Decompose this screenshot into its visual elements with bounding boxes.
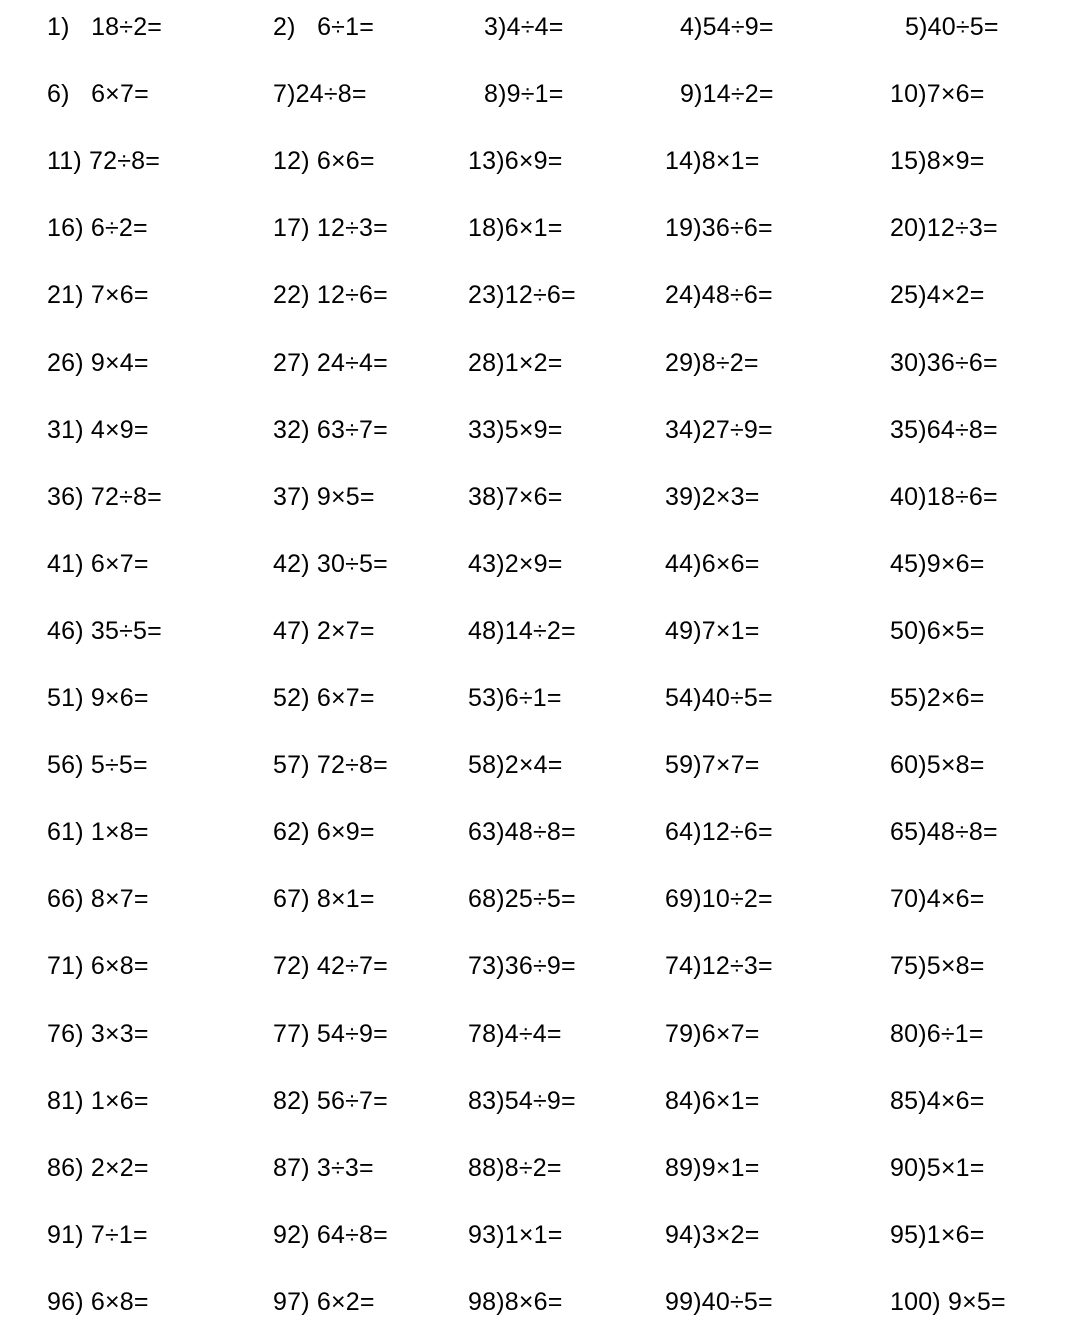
- arithmetic-problem: 82) 56÷7=: [273, 1086, 388, 1115]
- arithmetic-problem: 88)8÷2=: [468, 1153, 562, 1182]
- arithmetic-problem: 13)6×9=: [468, 147, 563, 176]
- arithmetic-problem: 72) 42÷7=: [273, 952, 388, 981]
- arithmetic-problem: 29)8÷2=: [665, 348, 759, 377]
- arithmetic-problem: 70)4×6=: [890, 885, 985, 914]
- arithmetic-problem: 14)8×1=: [665, 147, 760, 176]
- arithmetic-problem: 52) 6×7=: [273, 684, 375, 712]
- problem-row: [0, 544, 1070, 584]
- arithmetic-problem: 21) 7×6=: [47, 281, 149, 310]
- arithmetic-problem: 23)12÷6=: [468, 281, 576, 310]
- arithmetic-problem: 27) 24÷4=: [273, 348, 388, 377]
- arithmetic-problem: 45)9×6=: [890, 549, 985, 578]
- problem-row: [0, 141, 1070, 181]
- problem-row: [0, 74, 1070, 114]
- arithmetic-problem: 3)4÷4=: [484, 13, 564, 41]
- arithmetic-problem: 50)6×5=: [890, 616, 985, 645]
- arithmetic-problem: 42) 30÷5=: [273, 549, 388, 578]
- arithmetic-problem: 63)48÷8=: [468, 818, 576, 847]
- arithmetic-problem: 100) 9×5=: [890, 1287, 1006, 1316]
- problem-row: [0, 879, 1070, 919]
- problem-row: [0, 946, 1070, 986]
- arithmetic-problem: 46) 35÷5=: [47, 616, 162, 645]
- arithmetic-problem: 22) 12÷6=: [273, 281, 388, 310]
- problem-row: [0, 1081, 1070, 1121]
- arithmetic-problem: 65)48÷8=: [890, 818, 998, 847]
- arithmetic-problem: 81) 1×6=: [47, 1086, 149, 1115]
- arithmetic-problem: 71) 6×8=: [47, 952, 149, 981]
- problem-row: [0, 678, 1070, 718]
- problem-row: [0, 275, 1070, 315]
- arithmetic-problem: 83)54÷9=: [468, 1086, 576, 1115]
- problem-row: [0, 1282, 1070, 1322]
- arithmetic-problem: 49)7×1=: [665, 616, 760, 645]
- arithmetic-problem: 36) 72÷8=: [47, 482, 162, 511]
- arithmetic-problem: 9)14÷2=: [680, 80, 774, 109]
- arithmetic-problem: 93)1×1=: [468, 1220, 563, 1249]
- arithmetic-problem: 62) 6×9=: [273, 818, 375, 847]
- arithmetic-problem: 10)7×6=: [890, 80, 985, 109]
- arithmetic-problem: 7)24÷8=: [273, 80, 367, 109]
- arithmetic-problem: 5)40÷5=: [905, 13, 999, 41]
- arithmetic-problem: 66) 8×7=: [47, 885, 149, 914]
- problem-row: [0, 343, 1070, 383]
- problem-row: [0, 812, 1070, 852]
- arithmetic-problem: 56) 5÷5=: [47, 751, 148, 780]
- arithmetic-problem: 35)64÷8=: [890, 415, 998, 444]
- arithmetic-problem: 57) 72÷8=: [273, 751, 388, 780]
- arithmetic-problem: 94)3×2=: [665, 1220, 760, 1249]
- arithmetic-problem: 2) 6÷1=: [273, 13, 374, 41]
- arithmetic-problem: 89)9×1=: [665, 1153, 760, 1182]
- problem-row: [0, 1014, 1070, 1054]
- arithmetic-problem: 59)7×7=: [665, 751, 760, 780]
- arithmetic-problem: 54)40÷5=: [665, 684, 773, 712]
- arithmetic-problem: 64)12÷6=: [665, 818, 773, 847]
- arithmetic-problem: 1) 18÷2=: [47, 13, 163, 41]
- arithmetic-problem: 61) 1×8=: [47, 818, 149, 847]
- problem-row: [0, 745, 1070, 785]
- arithmetic-problem: 31) 4×9=: [47, 415, 149, 444]
- arithmetic-problem: 40)18÷6=: [890, 482, 998, 511]
- arithmetic-problem: 79)6×7=: [665, 1019, 760, 1048]
- arithmetic-problem: 8)9÷1=: [484, 80, 564, 109]
- arithmetic-problem: 25)4×2=: [890, 281, 985, 310]
- arithmetic-problem: 73)36÷9=: [468, 952, 576, 981]
- arithmetic-problem: 39)2×3=: [665, 482, 760, 511]
- arithmetic-problem: 58)2×4=: [468, 751, 563, 780]
- arithmetic-problem: 28)1×2=: [468, 348, 563, 377]
- arithmetic-problem: 44)6×6=: [665, 549, 760, 578]
- arithmetic-problem: 75)5×8=: [890, 952, 985, 981]
- arithmetic-problem: 4)54÷9=: [680, 13, 774, 41]
- arithmetic-problem: 92) 64÷8=: [273, 1220, 388, 1249]
- arithmetic-problem: 26) 9×4=: [47, 348, 149, 377]
- arithmetic-problem: 87) 3÷3=: [273, 1153, 374, 1182]
- arithmetic-problem: 11) 72÷8=: [47, 147, 161, 176]
- arithmetic-problem: 19)36÷6=: [665, 214, 773, 243]
- arithmetic-problem: 85)4×6=: [890, 1086, 985, 1115]
- arithmetic-problem: 32) 63÷7=: [273, 415, 388, 444]
- arithmetic-problem: 53)6÷1=: [468, 684, 562, 712]
- problem-row: [0, 1148, 1070, 1188]
- arithmetic-problem: 55)2×6=: [890, 684, 985, 712]
- arithmetic-problem: 91) 7÷1=: [47, 1220, 148, 1249]
- arithmetic-problem: 51) 9×6=: [47, 684, 149, 712]
- arithmetic-problem: 99)40÷5=: [665, 1287, 773, 1316]
- arithmetic-problem: 84)6×1=: [665, 1086, 760, 1115]
- arithmetic-problem: 12) 6×6=: [273, 147, 375, 176]
- arithmetic-problem: 78)4÷4=: [468, 1019, 562, 1048]
- arithmetic-problem: 96) 6×8=: [47, 1287, 149, 1316]
- arithmetic-problem: 30)36÷6=: [890, 348, 998, 377]
- arithmetic-problem: 34)27÷9=: [665, 415, 773, 444]
- arithmetic-problem: 6) 6×7=: [47, 80, 149, 109]
- arithmetic-problem: 16) 6÷2=: [47, 214, 148, 243]
- arithmetic-problem: 15)8×9=: [890, 147, 985, 176]
- arithmetic-problem: 18)6×1=: [468, 214, 563, 243]
- problem-row: [0, 477, 1070, 517]
- arithmetic-problem: 47) 2×7=: [273, 616, 375, 645]
- arithmetic-problem: 38)7×6=: [468, 482, 563, 511]
- arithmetic-problem: 80)6÷1=: [890, 1019, 984, 1048]
- arithmetic-problem: 98)8×6=: [468, 1287, 563, 1316]
- arithmetic-problem: 90)5×1=: [890, 1153, 985, 1182]
- arithmetic-problem: 76) 3×3=: [47, 1019, 149, 1048]
- arithmetic-problem: 20)12÷3=: [890, 214, 998, 243]
- arithmetic-problem: 77) 54÷9=: [273, 1019, 388, 1048]
- problem-row: [0, 410, 1070, 450]
- arithmetic-problem: 17) 12÷3=: [273, 214, 388, 243]
- arithmetic-problem: 41) 6×7=: [47, 549, 149, 578]
- arithmetic-problem: 60)5×8=: [890, 751, 985, 780]
- arithmetic-problem: 95)1×6=: [890, 1220, 985, 1249]
- arithmetic-problem: 86) 2×2=: [47, 1153, 149, 1182]
- arithmetic-problem: 74)12÷3=: [665, 952, 773, 981]
- arithmetic-problem: 97) 6×2=: [273, 1287, 375, 1316]
- arithmetic-problem: 43)2×9=: [468, 549, 563, 578]
- arithmetic-problem: 37) 9×5=: [273, 482, 375, 511]
- problem-row: [0, 208, 1070, 248]
- problem-row: [0, 611, 1070, 651]
- arithmetic-problem: 48)14÷2=: [468, 616, 576, 645]
- problem-row: [0, 1215, 1070, 1255]
- arithmetic-problem: 69)10÷2=: [665, 885, 773, 914]
- problem-row: [0, 7, 1070, 47]
- arithmetic-problem: 33)5×9=: [468, 415, 563, 444]
- arithmetic-problem: 67) 8×1=: [273, 885, 375, 914]
- arithmetic-problem: 24)48÷6=: [665, 281, 773, 310]
- arithmetic-problem: 68)25÷5=: [468, 885, 576, 914]
